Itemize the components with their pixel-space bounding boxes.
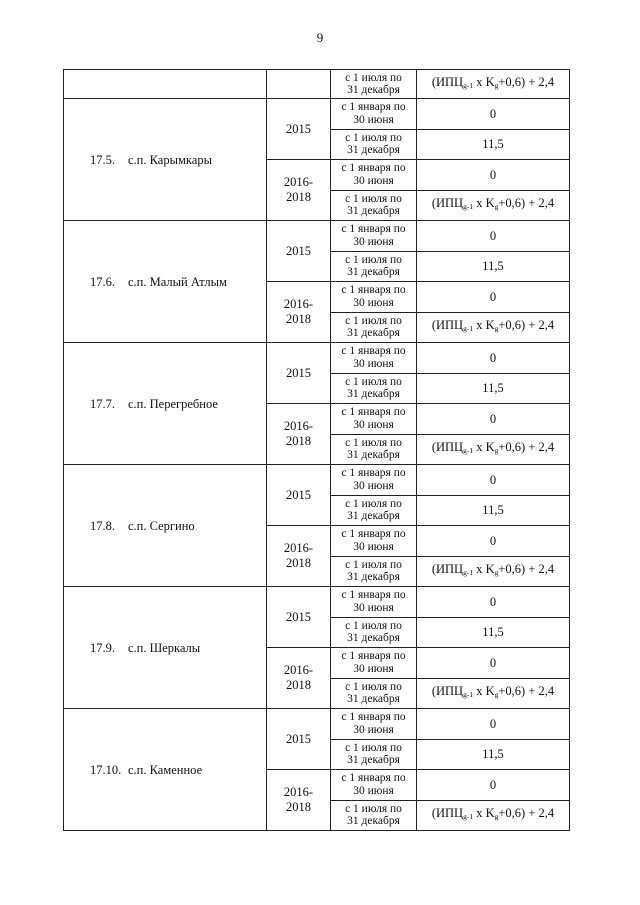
period-cell bbox=[331, 282, 417, 313]
tariff-value: 0 bbox=[489, 716, 497, 731]
year-cell: 2015 bbox=[267, 343, 331, 404]
period-text: с 1 июля по 31 декабря bbox=[345, 802, 402, 828]
value-cell bbox=[417, 160, 570, 191]
value-cell bbox=[417, 648, 570, 679]
value-cell bbox=[417, 526, 570, 557]
year-cell-empty bbox=[267, 70, 331, 99]
period-text: с 1 января по 30 июня bbox=[341, 528, 406, 553]
settlement-name: с.п. Каменное bbox=[128, 762, 203, 777]
value-cell bbox=[417, 99, 570, 130]
table-row bbox=[64, 587, 570, 618]
tariff-value: 0 bbox=[489, 289, 497, 304]
period-text: с 1 июля по 31 декабря bbox=[345, 619, 402, 645]
value-cell bbox=[417, 70, 570, 99]
period-text: с 1 января по 30 июня bbox=[341, 223, 406, 248]
formula-value: ($ИПЦ_{g-1}$ x $K_g+0,6) + 2,4$ bbox=[431, 318, 555, 334]
period-text: с 1 января по 30 июня bbox=[341, 284, 406, 309]
settlement-name: с.п. Перегребное bbox=[128, 396, 218, 411]
period-text: с 1 января по 30 июня bbox=[341, 772, 406, 797]
tariff-value: 11,5 bbox=[482, 747, 504, 762]
table-row bbox=[64, 465, 570, 496]
value-cell bbox=[417, 404, 570, 435]
settlement-number: 17.6. bbox=[90, 274, 115, 289]
value-cell bbox=[417, 709, 570, 740]
period-cell bbox=[331, 70, 417, 99]
value-cell bbox=[417, 678, 570, 709]
period-text: с 1 января по 30 июня bbox=[341, 345, 406, 370]
value-cell bbox=[417, 465, 570, 496]
value-cell bbox=[417, 739, 570, 770]
tariff-value: 11,5 bbox=[482, 137, 504, 152]
formula-value: ($ИПЦ_{g-1}$ x $K_g+0,6) + 2,4$ bbox=[431, 562, 555, 578]
value-cell bbox=[417, 617, 570, 648]
value-cell bbox=[417, 129, 570, 160]
tariff-value: 11,5 bbox=[482, 259, 504, 274]
year-cell: 2016- 2018 bbox=[267, 282, 331, 343]
period-cell bbox=[331, 800, 417, 831]
period-cell bbox=[331, 404, 417, 435]
period-cell bbox=[331, 495, 417, 526]
settlement-name: с.п. Шеркалы bbox=[128, 640, 201, 655]
period-text: с 1 января по 30 июня bbox=[341, 711, 406, 736]
value-cell bbox=[417, 251, 570, 282]
period-text: с 1 июля по 31 декабря bbox=[345, 741, 402, 767]
tariff-value: 0 bbox=[489, 350, 497, 365]
tariff-value: 0 bbox=[489, 106, 497, 121]
tariff-value: 11,5 bbox=[482, 625, 504, 640]
period-cell bbox=[331, 312, 417, 343]
table-row bbox=[64, 709, 570, 740]
settlement-cell bbox=[64, 709, 267, 831]
period-text: с 1 июля по 31 декабря bbox=[345, 192, 402, 218]
period-text: с 1 июля по 31 декабря bbox=[345, 314, 402, 340]
period-cell bbox=[331, 221, 417, 252]
year-cell: 2016- 2018 bbox=[267, 160, 331, 221]
period-cell bbox=[331, 739, 417, 770]
value-cell bbox=[417, 800, 570, 831]
year-cell: 2015 bbox=[267, 465, 331, 526]
formula-value: ($ИПЦ_{g-1}$ x $K_g+0,6) + 2,4$ bbox=[431, 684, 555, 700]
value-cell bbox=[417, 343, 570, 374]
year-cell: 2016- 2018 bbox=[267, 526, 331, 587]
year-cell: 2015 bbox=[267, 99, 331, 160]
tariff-value: 0 bbox=[489, 594, 497, 609]
period-cell bbox=[331, 190, 417, 221]
period-text: с 1 июля по 31 декабря bbox=[345, 436, 402, 462]
settlement-cell bbox=[64, 465, 267, 587]
period-cell bbox=[331, 587, 417, 618]
tariff-table bbox=[63, 69, 570, 831]
value-cell bbox=[417, 282, 570, 313]
settlement-name: с.п. Сергино bbox=[128, 518, 195, 533]
period-text: с 1 июля по 31 декабря bbox=[345, 253, 402, 279]
period-cell bbox=[331, 617, 417, 648]
value-cell bbox=[417, 312, 570, 343]
period-cell bbox=[331, 99, 417, 130]
table-row bbox=[64, 99, 570, 130]
period-text: с 1 января по 30 июня bbox=[341, 467, 406, 492]
tariff-value: 0 bbox=[489, 167, 497, 182]
year-cell: 2015 bbox=[267, 709, 331, 770]
period-text: с 1 июля по 31 декабря bbox=[345, 497, 402, 523]
tariff-table-body bbox=[64, 70, 570, 831]
value-cell bbox=[417, 373, 570, 404]
period-cell bbox=[331, 129, 417, 160]
settlement-cell bbox=[64, 343, 267, 465]
period-cell bbox=[331, 648, 417, 679]
tariff-value: 0 bbox=[489, 777, 497, 792]
settlement-name: с.п. Малый Атлым bbox=[128, 274, 227, 289]
formula-value: ($ИПЦ_{g-1}$ x $K_g+0,6) + 2,4$ bbox=[431, 806, 555, 822]
value-cell bbox=[417, 587, 570, 618]
tariff-value: 0 bbox=[489, 411, 497, 426]
page-number: 9 bbox=[316, 30, 324, 45]
period-cell bbox=[331, 465, 417, 496]
period-cell bbox=[331, 678, 417, 709]
formula-value: ($ИПЦ_{g-1}$ x $K_g+0,6) + 2,4$ bbox=[431, 440, 555, 456]
period-text: с 1 января по 30 июня bbox=[341, 406, 406, 431]
settlement-name: с.п. Карымкары bbox=[128, 152, 212, 167]
period-cell bbox=[331, 556, 417, 587]
settlement-cell bbox=[64, 221, 267, 343]
value-cell bbox=[417, 770, 570, 801]
settlement-number: 17.7. bbox=[90, 396, 115, 411]
period-cell bbox=[331, 251, 417, 282]
settlement-number: 17.5. bbox=[90, 152, 115, 167]
year-cell: 2016- 2018 bbox=[267, 770, 331, 831]
period-cell bbox=[331, 434, 417, 465]
formula-value: ($ИПЦ_{g-1}$ x $K_g+0,6) + 2,4$ bbox=[431, 196, 555, 212]
settlement-number: 17.10. bbox=[90, 762, 122, 777]
tariff-value: 0 bbox=[489, 228, 497, 243]
period-cell bbox=[331, 343, 417, 374]
settlement-cell bbox=[64, 99, 267, 221]
value-cell bbox=[417, 495, 570, 526]
period-text: с 1 июля по 31 декабря bbox=[345, 558, 402, 584]
period-text: с 1 июля по 31 декабря bbox=[345, 71, 402, 96]
tariff-value: 0 bbox=[489, 655, 497, 670]
period-text: с 1 июля по 31 декабря bbox=[345, 131, 402, 157]
period-cell bbox=[331, 526, 417, 557]
period-text: с 1 января по 30 июня bbox=[341, 589, 406, 614]
settlement-number: 17.9. bbox=[90, 640, 115, 655]
period-text: с 1 января по 30 июня bbox=[341, 650, 406, 675]
year-cell: 2015 bbox=[267, 587, 331, 648]
settlement-cell-empty bbox=[64, 70, 267, 99]
period-text: с 1 января по 30 июня bbox=[341, 101, 406, 126]
value-cell bbox=[417, 434, 570, 465]
settlement-number: 17.8. bbox=[90, 518, 115, 533]
period-cell bbox=[331, 770, 417, 801]
settlement-cell bbox=[64, 587, 267, 709]
year-cell: 2016- 2018 bbox=[267, 404, 331, 465]
period-cell bbox=[331, 160, 417, 191]
tariff-value: 11,5 bbox=[482, 381, 504, 396]
table-row bbox=[64, 343, 570, 374]
tariff-value: 11,5 bbox=[482, 503, 504, 518]
year-cell: 2015 bbox=[267, 221, 331, 282]
tariff-value: 0 bbox=[489, 533, 497, 548]
year-cell: 2016- 2018 bbox=[267, 648, 331, 709]
table-row bbox=[64, 221, 570, 252]
period-text: с 1 июля по 31 декабря bbox=[345, 375, 402, 401]
period-text: с 1 июля по 31 декабря bbox=[345, 680, 402, 706]
tariff-value: 0 bbox=[489, 472, 497, 487]
formula-value: ($ИПЦ_{g-1}$ x $K_g+0,6) + 2,4$ bbox=[431, 75, 555, 90]
value-cell bbox=[417, 556, 570, 587]
table-row bbox=[64, 70, 570, 99]
value-cell bbox=[417, 221, 570, 252]
period-cell bbox=[331, 373, 417, 404]
period-text: с 1 января по 30 июня bbox=[341, 162, 406, 187]
period-cell bbox=[331, 709, 417, 740]
value-cell bbox=[417, 190, 570, 221]
